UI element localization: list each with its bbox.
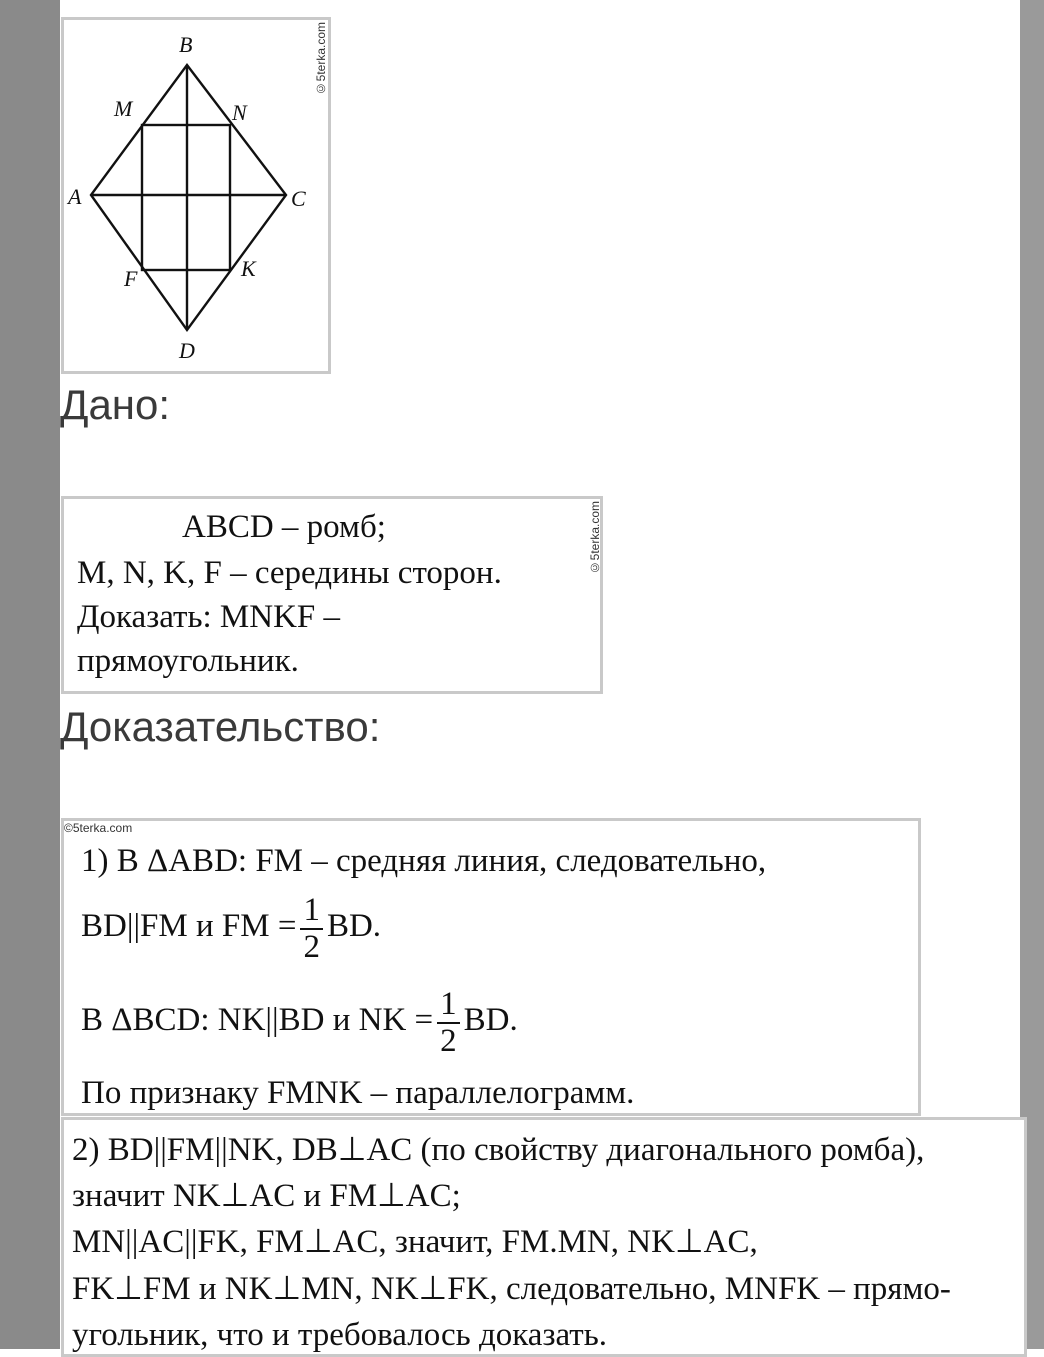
label-b: B: [179, 32, 193, 57]
proof-watermark: ©5terka.com: [64, 821, 133, 835]
given-heading: Дано:: [60, 381, 171, 428]
proof2-line-2: значит NK⊥AC и FM⊥AC;: [72, 1178, 461, 1214]
proof-heading: Доказательство:: [60, 703, 381, 750]
page: [60, 0, 1020, 1353]
proof-step-1-box: [61, 818, 921, 1116]
label-f: F: [124, 266, 138, 291]
fraction-numerator: 1: [300, 893, 323, 930]
proof1-line-2-post: BD.: [326, 908, 382, 945]
proof1-line-1: 1) В ΔABD: FM – средняя линия, следовательно,: [81, 843, 767, 879]
label-d: D: [179, 338, 195, 363]
figure-watermark: ©5terka.com: [314, 22, 328, 96]
fraction-half: [300, 893, 323, 964]
rhombus-diagram: [64, 20, 328, 371]
proof2-line-4: FK⊥FM и NK⊥MN, NK⊥FK, следовательно, MNFK – прямо-: [72, 1271, 951, 1307]
proof1-line-4: По признаку FMNK – параллелограмм.: [81, 1075, 635, 1111]
fraction-numerator-2: 1: [437, 987, 460, 1024]
left-margin: [0, 0, 60, 1349]
proof1-line-2: [81, 893, 381, 964]
proof1-line-3: [81, 987, 518, 1058]
fraction-half-2: [437, 987, 460, 1058]
proof1-line-3-pre: В ΔBCD: NK||BD и NK =: [81, 1002, 434, 1039]
given-line-1: ABCD – ромб;: [182, 509, 386, 545]
given-line-2: M, N, K, F – середины сторон.: [77, 555, 502, 591]
proof2-line-1: 2) BD||FM||NK, DB⊥AC (по свойству диагонального ромба),: [72, 1132, 925, 1168]
label-m: M: [114, 96, 133, 121]
proof1-line-3-post: BD.: [463, 1002, 518, 1039]
given-line-3: Доказать: MNKF –: [77, 599, 341, 635]
label-c: C: [291, 186, 306, 211]
proof1-line-2-pre: BD||FM и FM =: [81, 908, 297, 945]
label-n: N: [232, 100, 247, 125]
given-watermark: ©5terka.com: [588, 501, 602, 575]
given-box: [61, 496, 603, 694]
rhombus-figure: [61, 17, 331, 374]
fraction-denominator: 2: [303, 928, 320, 965]
label-k: K: [241, 256, 256, 281]
given-line-4: прямоугольник.: [77, 643, 299, 679]
fraction-denominator-2: 2: [440, 1022, 457, 1059]
proof2-line-5: угольник, что и требовалось доказать.: [72, 1317, 607, 1353]
label-a: A: [68, 184, 82, 209]
proof2-line-3: MN||AC||FK, FM⊥AC, значит, FM.MN, NK⊥AC,: [72, 1224, 758, 1260]
proof-step-2-box: [61, 1117, 1027, 1357]
